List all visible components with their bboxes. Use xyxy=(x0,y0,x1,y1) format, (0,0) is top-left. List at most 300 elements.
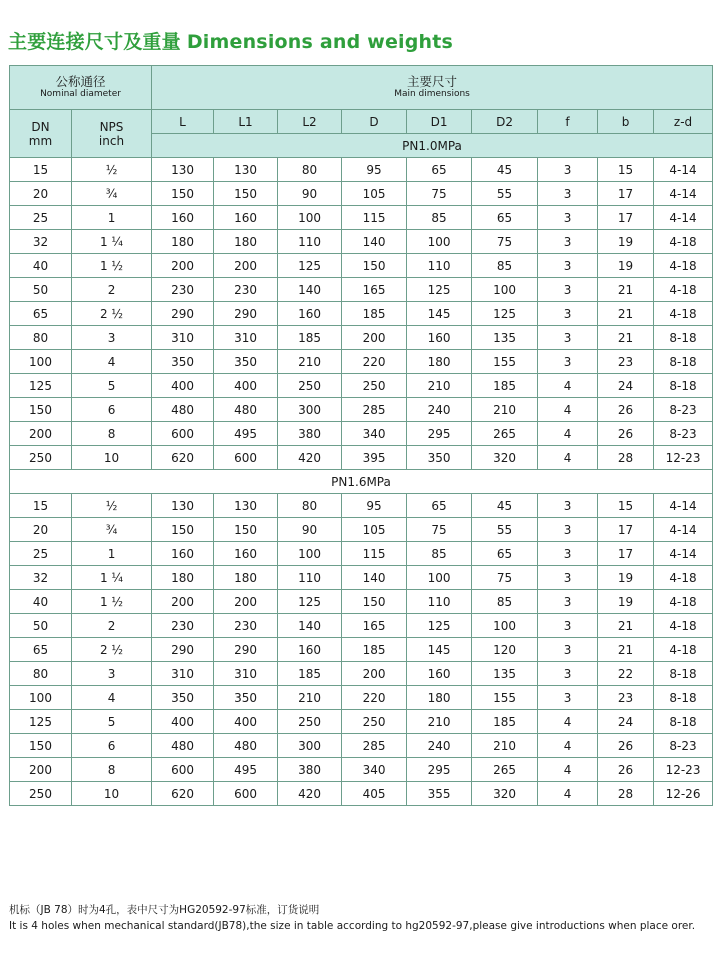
table-cell: 160 xyxy=(278,638,342,662)
header-row-top xyxy=(10,66,713,110)
table-cell: 4 xyxy=(538,422,598,446)
table-cell: 21 xyxy=(598,302,654,326)
table-cell: 110 xyxy=(278,566,342,590)
table-cell: 480 xyxy=(214,398,278,422)
table-cell: 19 xyxy=(598,230,654,254)
table-cell: 4 xyxy=(538,782,598,806)
table-cell: 400 xyxy=(214,710,278,734)
dn-label: DN xyxy=(31,119,50,134)
table-cell: 28 xyxy=(598,782,654,806)
table-cell: 150 xyxy=(342,590,407,614)
table-cell: 240 xyxy=(407,398,472,422)
dn-header xyxy=(10,110,72,158)
table-cell: 100 xyxy=(472,614,538,638)
table-cell: 600 xyxy=(152,758,214,782)
table-cell: 4 xyxy=(72,350,152,374)
table-cell: 8-18 xyxy=(654,710,713,734)
table-cell: 8-18 xyxy=(654,662,713,686)
table-cell: 3 xyxy=(538,230,598,254)
table-cell: 65 xyxy=(472,206,538,230)
table-cell: 8-18 xyxy=(654,326,713,350)
table-cell: 290 xyxy=(214,638,278,662)
table-cell: 85 xyxy=(472,590,538,614)
table-cell: 4-14 xyxy=(654,206,713,230)
table-cell: 200 xyxy=(214,590,278,614)
table-cell: 290 xyxy=(152,638,214,662)
table-cell: 210 xyxy=(472,398,538,422)
table-cell: 23 xyxy=(598,350,654,374)
table-cell: 12-23 xyxy=(654,758,713,782)
table-cell: 45 xyxy=(472,158,538,182)
table-cell: 3 xyxy=(538,566,598,590)
table-cell: 350 xyxy=(214,686,278,710)
table-cell: 125 xyxy=(472,302,538,326)
table-cell: 400 xyxy=(214,374,278,398)
table-cell: 295 xyxy=(407,422,472,446)
table-cell: 26 xyxy=(598,758,654,782)
table-row xyxy=(10,422,713,446)
table-cell: 19 xyxy=(598,566,654,590)
table-cell: 3 xyxy=(72,662,152,686)
table-cell: 3 xyxy=(538,302,598,326)
table-cell: 160 xyxy=(278,302,342,326)
table-cell: 21 xyxy=(598,614,654,638)
table-cell: 85 xyxy=(472,254,538,278)
table-cell: 210 xyxy=(278,350,342,374)
table-cell: 300 xyxy=(278,734,342,758)
table-cell: 125 xyxy=(278,590,342,614)
table-row xyxy=(10,590,713,614)
table-cell: 140 xyxy=(342,230,407,254)
table-cell: 4-18 xyxy=(654,230,713,254)
table-cell: 600 xyxy=(214,782,278,806)
table-cell: 160 xyxy=(407,326,472,350)
table-cell: ½ xyxy=(72,494,152,518)
table-cell: 310 xyxy=(214,326,278,350)
table-cell: 45 xyxy=(472,494,538,518)
table-cell: 120 xyxy=(472,638,538,662)
table-cell: 165 xyxy=(342,614,407,638)
section-row xyxy=(10,470,713,494)
table-cell: 130 xyxy=(214,158,278,182)
table-cell: 210 xyxy=(278,686,342,710)
table-cell: 400 xyxy=(152,374,214,398)
table-cell: 185 xyxy=(342,638,407,662)
table-cell: 100 xyxy=(278,206,342,230)
table-cell: 95 xyxy=(342,494,407,518)
table-row xyxy=(10,350,713,374)
table-cell: 230 xyxy=(152,278,214,302)
table-cell: 3 xyxy=(538,494,598,518)
table-cell: 4 xyxy=(538,734,598,758)
table-cell: 180 xyxy=(214,230,278,254)
table-cell: 3 xyxy=(538,206,598,230)
table-cell: 185 xyxy=(342,302,407,326)
table-cell: 480 xyxy=(152,734,214,758)
table-cell: 265 xyxy=(472,758,538,782)
table-cell: 210 xyxy=(407,374,472,398)
table-row xyxy=(10,374,713,398)
table-row xyxy=(10,494,713,518)
table-cell: 65 xyxy=(472,542,538,566)
table-cell: 3 xyxy=(538,518,598,542)
header-row-columns xyxy=(10,110,713,134)
table-cell: 125 xyxy=(10,374,72,398)
table-cell: 4 xyxy=(538,446,598,470)
table-cell: 210 xyxy=(407,710,472,734)
table-cell: 65 xyxy=(10,638,72,662)
table-cell: 140 xyxy=(342,566,407,590)
table-cell: 350 xyxy=(152,686,214,710)
table-cell: 15 xyxy=(10,158,72,182)
table-cell: 140 xyxy=(278,614,342,638)
table-cell: 21 xyxy=(598,278,654,302)
table-cell: 200 xyxy=(152,590,214,614)
table-cell: 4-18 xyxy=(654,590,713,614)
table-cell: 100 xyxy=(10,350,72,374)
table-row xyxy=(10,638,713,662)
table-cell: 8-23 xyxy=(654,734,713,758)
table-cell: 25 xyxy=(10,206,72,230)
table-cell: 400 xyxy=(152,710,214,734)
table-cell: 1 ¼ xyxy=(72,230,152,254)
table-cell: 75 xyxy=(407,182,472,206)
table-cell: 180 xyxy=(407,350,472,374)
table-cell: 8-23 xyxy=(654,422,713,446)
table-cell: 1 ¼ xyxy=(72,566,152,590)
table-cell: 230 xyxy=(214,278,278,302)
table-cell: 4-18 xyxy=(654,278,713,302)
table-cell: 10 xyxy=(72,782,152,806)
column-header: D2 xyxy=(472,110,538,134)
table-row xyxy=(10,614,713,638)
table-cell: 200 xyxy=(152,254,214,278)
table-cell: 4 xyxy=(538,758,598,782)
table-cell: 4 xyxy=(538,374,598,398)
nps-label: NPS xyxy=(99,119,124,134)
table-cell: 350 xyxy=(152,350,214,374)
table-cell: 310 xyxy=(152,326,214,350)
column-header: L xyxy=(152,110,214,134)
footnote xyxy=(9,902,695,934)
table-cell: 5 xyxy=(72,710,152,734)
table-cell: 250 xyxy=(342,710,407,734)
table-cell: 150 xyxy=(342,254,407,278)
table-cell: 4-18 xyxy=(654,566,713,590)
table-cell: 125 xyxy=(407,614,472,638)
table-cell: 420 xyxy=(278,782,342,806)
table-cell: 4-18 xyxy=(654,302,713,326)
table-cell: 350 xyxy=(214,350,278,374)
table-cell: 230 xyxy=(214,614,278,638)
table-cell: 105 xyxy=(342,518,407,542)
table-cell: 290 xyxy=(152,302,214,326)
table-cell: 5 xyxy=(72,374,152,398)
table-cell: 17 xyxy=(598,206,654,230)
table-row xyxy=(10,782,713,806)
table-cell: 100 xyxy=(407,230,472,254)
table-cell: 3 xyxy=(538,182,598,206)
table-cell: 2 xyxy=(72,278,152,302)
table-cell: 160 xyxy=(214,542,278,566)
table-cell: 150 xyxy=(10,398,72,422)
table-cell: 380 xyxy=(278,758,342,782)
table-cell: 75 xyxy=(407,518,472,542)
table-cell: 6 xyxy=(72,398,152,422)
table-cell: 310 xyxy=(214,662,278,686)
table-cell: 22 xyxy=(598,662,654,686)
table-cell: 10 xyxy=(72,446,152,470)
table-cell: 200 xyxy=(214,254,278,278)
table-cell: 115 xyxy=(342,206,407,230)
table-cell: 250 xyxy=(10,446,72,470)
table-cell: 220 xyxy=(342,350,407,374)
table-cell: 200 xyxy=(342,326,407,350)
table-cell: 160 xyxy=(152,206,214,230)
main-dimensions-header xyxy=(152,66,713,110)
table-cell: 105 xyxy=(342,182,407,206)
table-cell: 200 xyxy=(10,758,72,782)
table-row xyxy=(10,710,713,734)
table-cell: 110 xyxy=(407,254,472,278)
table-cell: 80 xyxy=(10,662,72,686)
table-row xyxy=(10,230,713,254)
table-cell: 3 xyxy=(538,590,598,614)
title-en: Dimensions and weights xyxy=(186,31,454,53)
table-row xyxy=(10,182,713,206)
table-cell: 2 ½ xyxy=(72,638,152,662)
table-cell: 185 xyxy=(278,662,342,686)
table-cell: 15 xyxy=(598,158,654,182)
table-cell: ¾ xyxy=(72,182,152,206)
column-header: D1 xyxy=(407,110,472,134)
table-row xyxy=(10,326,713,350)
table-cell: 160 xyxy=(214,206,278,230)
table-row xyxy=(10,734,713,758)
table-cell: 185 xyxy=(278,326,342,350)
page-title xyxy=(8,27,453,54)
table-cell: 295 xyxy=(407,758,472,782)
main-zh: 主要尺寸 xyxy=(407,74,458,89)
table-cell: 250 xyxy=(342,374,407,398)
table-cell: 115 xyxy=(342,542,407,566)
table-cell: 3 xyxy=(538,350,598,374)
table-cell: 90 xyxy=(278,518,342,542)
table-cell: 80 xyxy=(278,494,342,518)
table-cell: 40 xyxy=(10,590,72,614)
table-cell: 85 xyxy=(407,542,472,566)
table-cell: 150 xyxy=(214,182,278,206)
table-cell: 23 xyxy=(598,686,654,710)
table-cell: 180 xyxy=(152,230,214,254)
table-cell: 12-23 xyxy=(654,446,713,470)
table-cell: 4-14 xyxy=(654,494,713,518)
table-cell: 340 xyxy=(342,758,407,782)
table-row xyxy=(10,662,713,686)
table-cell: 250 xyxy=(10,782,72,806)
nps-unit: inch xyxy=(98,133,125,148)
title-zh: 主要连接尺寸及重量 xyxy=(8,31,181,53)
nominal-zh: 公称通径 xyxy=(55,74,106,89)
table-cell: 240 xyxy=(407,734,472,758)
table-cell: 4 xyxy=(538,710,598,734)
table-cell: 8 xyxy=(72,758,152,782)
table-cell: 230 xyxy=(152,614,214,638)
table-cell: 350 xyxy=(407,446,472,470)
table-cell: 4-14 xyxy=(654,542,713,566)
table-cell: 21 xyxy=(598,326,654,350)
table-cell: 250 xyxy=(278,710,342,734)
table-cell: 150 xyxy=(10,734,72,758)
table-cell: 40 xyxy=(10,254,72,278)
table-cell: 600 xyxy=(152,422,214,446)
table-cell: 395 xyxy=(342,446,407,470)
table-row xyxy=(10,566,713,590)
table-cell: 145 xyxy=(407,638,472,662)
table-cell: 100 xyxy=(407,566,472,590)
table-cell: 95 xyxy=(342,158,407,182)
table-cell: 340 xyxy=(342,422,407,446)
table-cell: 26 xyxy=(598,422,654,446)
table-cell: 110 xyxy=(407,590,472,614)
table-cell: 4-14 xyxy=(654,182,713,206)
table-cell: 85 xyxy=(407,206,472,230)
table-cell: 80 xyxy=(10,326,72,350)
column-header: D xyxy=(342,110,407,134)
table-cell: 210 xyxy=(472,734,538,758)
table-cell: 130 xyxy=(152,158,214,182)
table-cell: 320 xyxy=(472,446,538,470)
table-cell: 24 xyxy=(598,374,654,398)
table-cell: 2 xyxy=(72,614,152,638)
footnote-zh: 机标（JB 78）时为4孔，表中尺寸为HG20592-97标准，订货说明 xyxy=(9,904,320,916)
table-cell: 220 xyxy=(342,686,407,710)
table-cell: 320 xyxy=(472,782,538,806)
table-cell: 620 xyxy=(152,446,214,470)
table-cell: 12-26 xyxy=(654,782,713,806)
table-cell: 8-18 xyxy=(654,350,713,374)
table-cell: 1 ½ xyxy=(72,254,152,278)
table-cell: 15 xyxy=(10,494,72,518)
table-cell: 125 xyxy=(10,710,72,734)
table-cell: 8-18 xyxy=(654,374,713,398)
footnote-en: It is 4 holes when mechanical standard(JB78),the size in table according to hg20592-97,please give introductions when place orer. xyxy=(9,920,696,932)
table-cell: 3 xyxy=(538,326,598,350)
table-cell: 26 xyxy=(598,398,654,422)
nominal-diameter-header xyxy=(10,66,152,110)
table-cell: 50 xyxy=(10,278,72,302)
table-cell: 355 xyxy=(407,782,472,806)
pressure-label: PN1.6MPa xyxy=(10,470,713,494)
table-cell: 1 xyxy=(72,206,152,230)
table-row xyxy=(10,446,713,470)
table-cell: 3 xyxy=(538,638,598,662)
pressure-label: PN1.0MPa xyxy=(152,134,713,158)
table-cell: 19 xyxy=(598,590,654,614)
table-cell: 100 xyxy=(278,542,342,566)
table-cell: 32 xyxy=(10,566,72,590)
table-cell: 495 xyxy=(214,758,278,782)
table-cell: ¾ xyxy=(72,518,152,542)
table-cell: 265 xyxy=(472,422,538,446)
table-row xyxy=(10,278,713,302)
table-cell: 310 xyxy=(152,662,214,686)
table-cell: 19 xyxy=(598,254,654,278)
column-header: L1 xyxy=(214,110,278,134)
table-cell: 3 xyxy=(538,254,598,278)
table-cell: 20 xyxy=(10,182,72,206)
table-cell: 8-23 xyxy=(654,398,713,422)
table-cell: 75 xyxy=(472,230,538,254)
table-cell: 8-18 xyxy=(654,686,713,710)
table-cell: 180 xyxy=(407,686,472,710)
table-cell: 80 xyxy=(278,158,342,182)
table-cell: 24 xyxy=(598,710,654,734)
table-cell: 17 xyxy=(598,518,654,542)
table-cell: 65 xyxy=(10,302,72,326)
table-cell: 185 xyxy=(472,374,538,398)
column-header: z-d xyxy=(654,110,713,134)
table-cell: 150 xyxy=(152,518,214,542)
table-cell: 285 xyxy=(342,398,407,422)
table-row xyxy=(10,158,713,182)
table-cell: 185 xyxy=(472,710,538,734)
table-cell: 3 xyxy=(538,662,598,686)
table-cell: 1 xyxy=(72,542,152,566)
table-row xyxy=(10,686,713,710)
dimensions-table xyxy=(9,65,713,806)
table-cell: 8 xyxy=(72,422,152,446)
column-header: f xyxy=(538,110,598,134)
table-cell: 3 xyxy=(538,278,598,302)
table-row xyxy=(10,302,713,326)
table-cell: 75 xyxy=(472,566,538,590)
table-cell: 130 xyxy=(152,494,214,518)
table-cell: 150 xyxy=(214,518,278,542)
table-cell: 1 ½ xyxy=(72,590,152,614)
table-cell: 65 xyxy=(407,158,472,182)
table-cell: 480 xyxy=(152,398,214,422)
table-cell: 3 xyxy=(72,326,152,350)
table-cell: 55 xyxy=(472,518,538,542)
table-cell: 4 xyxy=(538,398,598,422)
table-cell: 135 xyxy=(472,326,538,350)
table-cell: 155 xyxy=(472,350,538,374)
table-row xyxy=(10,398,713,422)
table-cell: 32 xyxy=(10,230,72,254)
table-cell: 25 xyxy=(10,542,72,566)
table-cell: 150 xyxy=(152,182,214,206)
table-cell: 4-18 xyxy=(654,614,713,638)
table-cell: ½ xyxy=(72,158,152,182)
table-cell: 250 xyxy=(278,374,342,398)
table-cell: 28 xyxy=(598,446,654,470)
table-cell: 50 xyxy=(10,614,72,638)
table-cell: 17 xyxy=(598,182,654,206)
table-cell: 3 xyxy=(538,158,598,182)
table-cell: 4-14 xyxy=(654,158,713,182)
table-cell: 55 xyxy=(472,182,538,206)
table-cell: 200 xyxy=(10,422,72,446)
table-cell: 135 xyxy=(472,662,538,686)
table-cell: 600 xyxy=(214,446,278,470)
table-cell: 300 xyxy=(278,398,342,422)
table-cell: 4-14 xyxy=(654,518,713,542)
table-cell: 3 xyxy=(538,542,598,566)
table-cell: 26 xyxy=(598,734,654,758)
table-cell: 180 xyxy=(152,566,214,590)
table-cell: 3 xyxy=(538,686,598,710)
